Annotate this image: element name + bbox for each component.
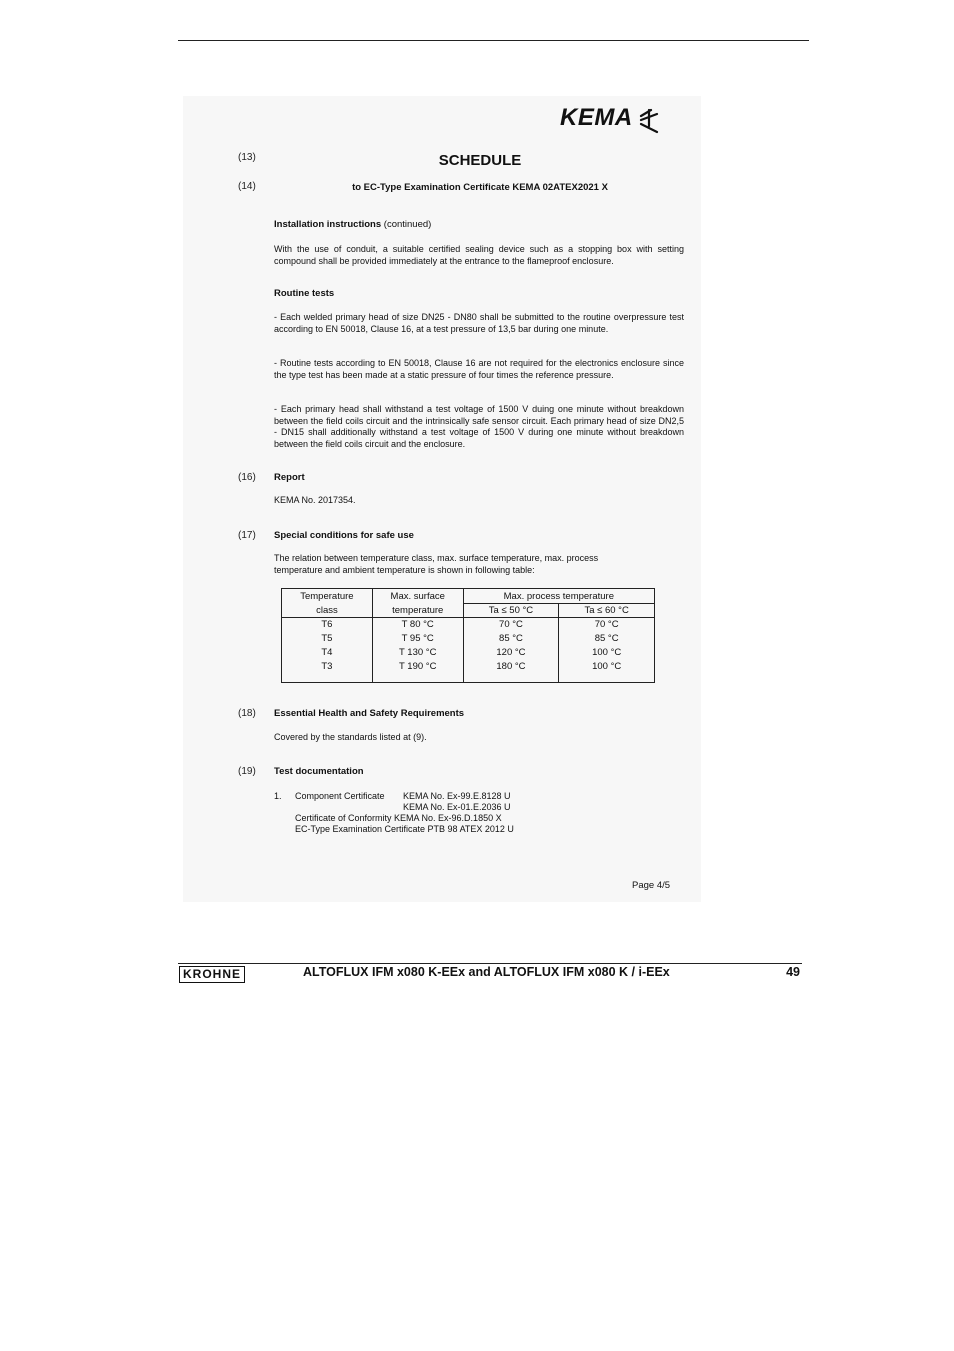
installation-heading-text: Installation instructions <box>274 219 382 230</box>
header-max-surface: Max. surface <box>372 589 463 604</box>
routine-paragraph-1: - Each welded primary head of size DN25 - DN80 shall be submitted to the routine overpressure test according to EN 50018, Clause 16, at a test pressure of 13,5 bar during one minute. <box>274 312 684 334</box>
table-cell: 70 °C <box>559 618 655 633</box>
report-text: KEMA No. 2017354. <box>274 495 356 505</box>
table-cell: T6 <box>282 618 373 633</box>
section-number-13: (13) <box>238 152 256 163</box>
header-max-process: Max. process temperature <box>463 589 654 604</box>
special-conditions-text: The relation between temperature class, max. surface temperature, max. process temperature and ambient temperature is shown in following table: <box>274 553 599 575</box>
certificate-page-number: Page 4/5 <box>632 880 671 891</box>
section-number-16: (16) <box>238 472 256 483</box>
test-doc-label: Component Certificate <box>295 791 385 801</box>
header-max-surface-line2: temperature <box>372 604 463 618</box>
table-row <box>282 660 655 683</box>
table-cell: T 80 °C <box>372 618 463 633</box>
schedule-title: SCHEDULE <box>438 152 522 169</box>
routine-heading: Routine tests <box>274 288 335 299</box>
table-cell: 180 °C <box>463 660 559 683</box>
kema-logo-icon <box>637 104 663 134</box>
section-number-19: (19) <box>238 766 256 777</box>
table-row <box>282 632 655 646</box>
table-cell: T4 <box>282 646 373 660</box>
section-number-18: (18) <box>238 708 256 719</box>
table-cell: 100 °C <box>559 646 655 660</box>
kema-logo-text: KEMA <box>560 104 633 131</box>
special-conditions-heading: Special conditions for safe use <box>274 530 414 541</box>
routine-paragraph-2: - Routine tests according to EN 50018, Clause 16 are not required for the electronics enclosure since the type test has been made at a static pressure of four times the reference pressure. <box>274 358 684 380</box>
table-cell: 85 °C <box>559 632 655 646</box>
installation-heading <box>274 219 431 230</box>
table-row <box>282 618 655 633</box>
krohne-logo: KROHNE <box>179 966 245 983</box>
table-cell: T3 <box>282 660 373 683</box>
test-doc-item-number: 1. <box>274 791 282 801</box>
top-rule <box>178 40 809 41</box>
routine-paragraph-3: - Each primary head shall withstand a test voltage of 1500 V duing one minute without breakdown between the field coils circuit and the intrinsically safe sensor circuit. Each primary head of size DN2,5 - DN15 shall additionally withstand a test voltage of 1500 V during one minute without breakdown between the field coils circuit and the enclosure. <box>274 404 684 449</box>
test-documentation-heading: Test documentation <box>274 766 364 777</box>
installation-heading-suffix: (continued) <box>383 219 432 230</box>
section-number-14: (14) <box>238 181 256 192</box>
table-cell: T5 <box>282 632 373 646</box>
table-cell: 100 °C <box>559 660 655 683</box>
table-cell: T 130 °C <box>372 646 463 660</box>
header-ta-50: Ta ≤ 50 °C <box>463 604 559 618</box>
section-number-17: (17) <box>238 530 256 541</box>
header-temperature-class: Temperature <box>282 589 373 604</box>
table-cell: 70 °C <box>463 618 559 633</box>
table-cell: 85 °C <box>463 632 559 646</box>
certificate-subtitle: to EC-Type Examination Certificate KEMA 02ATEX2021 X <box>352 182 608 193</box>
footer-rule <box>178 963 802 964</box>
test-doc-value-2: KEMA No. Ex-01.E.2036 U <box>403 802 511 812</box>
test-doc-line-4: EC-Type Examination Certificate PTB 98 ATEX 2012 U <box>295 824 514 834</box>
installation-text: With the use of conduit, a suitable certified sealing device such as a stopping box with setting compound shall be provided immediately at the entrance to the flameproof enclosure. <box>274 244 684 266</box>
report-heading: Report <box>274 472 305 483</box>
header-temperature-class-line2: class <box>282 604 373 618</box>
essential-heading: Essential Health and Safety Requirements <box>274 708 465 719</box>
footer-page-number: 49 <box>786 965 800 979</box>
table-cell: T 95 °C <box>372 632 463 646</box>
table-row <box>282 646 655 660</box>
test-doc-value-1: KEMA No. Ex-99.E.8128 U <box>403 791 511 801</box>
footer-title: ALTOFLUX IFM x080 K-EEx and ALTOFLUX IFM x080 K / i-EEx <box>303 965 670 979</box>
table-cell: 120 °C <box>463 646 559 660</box>
test-doc-line-3: Certificate of Conformity KEMA No. Ex-96.D.1850 X <box>295 813 502 823</box>
essential-text: Covered by the standards listed at (9). <box>274 732 427 742</box>
temperature-table <box>281 588 655 683</box>
table-cell: T 190 °C <box>372 660 463 683</box>
header-ta-60: Ta ≤ 60 °C <box>559 604 655 618</box>
